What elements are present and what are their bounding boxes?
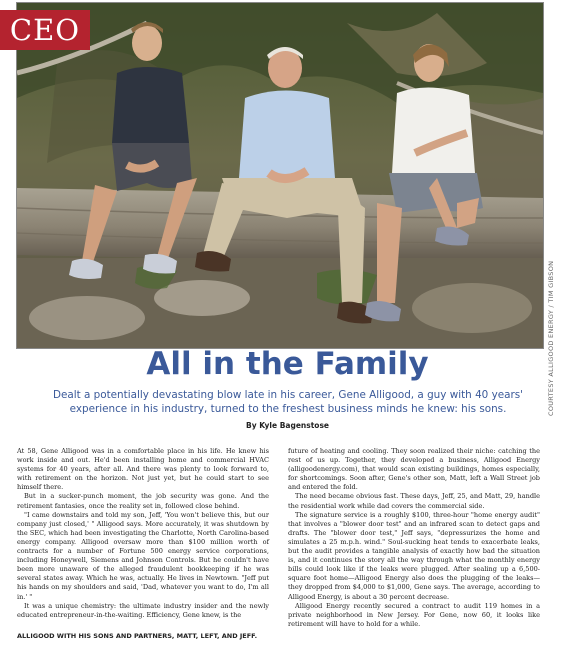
article-column-left <box>17 447 269 620</box>
article-title: All in the Family <box>146 346 429 382</box>
section-tab-ceo: CEO <box>0 10 90 50</box>
photo-caption: ALLIGOOD WITH HIS SONS AND PARTNERS, MATT, LEFT, AND JEFF. <box>17 632 258 640</box>
article-byline: By Kyle Bagenstose <box>245 421 330 430</box>
paragraph: It was a unique chemistry: the ultimate industry insider and the newly educated entrepreneur-in-the-waiting. Efficiency, Gene knew, is the <box>17 601 269 619</box>
paragraph: future of heating and cooling. They soon realized their niche: catching the rest of us up. Together, they developed a business, Alligood Energy (alligoodenergy.com), that would scan existing buildings, homes especially, for shortcomings. Soon after, Gene's other son, Matt, left a Wall Street job and entered the fold. <box>288 447 540 492</box>
cover-photo <box>16 2 544 349</box>
photo-credit: COURTESY ALLIGOOD ENERGY / TIM GIBSON <box>547 260 555 416</box>
article-deck: Dealt a potentially devastating blow late in his career, Gene Alligood, a guy with 40 years' experience in his industry, turned to the freshest business minds he knew: his sons. <box>52 389 524 415</box>
paragraph: The signature service is a roughly $100, three-hour "home energy audit" that involves a "blower door test" and an infrared scan to detect gaps and drafts. The "blower door test," Jeff says, "depressurizes the home and simulates a 25 m.p.h. wind." Soul-sucking heat tends to exacerbate leaks, but the audit provides a tangible analysis of exactly how bad the situation is, and it continues the story all the way through what the monthly energy bills could look like if the leaks were plugged. After sealing up a 6,500-square foot home—Alligood Energy also does the plugging of the leaks—they dropped from $4,000 to $1,000, Gene says. The average, according to Alligood Energy, is about a 30 percent decrease. <box>288 510 540 601</box>
paragraph: The need became obvious fast. These days, Jeff, 25, and Matt, 29, handle the residential work while dad covers the commercial side. <box>288 492 540 510</box>
paragraph: But in a sucker-punch moment, the job security was gone. And the retirement fantasies, once the reality set in, followed close behind. <box>17 492 269 510</box>
family-photo-illustration <box>17 3 543 348</box>
paragraph: At 58, Gene Alligood was in a comfortable place in his life. He knew his work inside and out. He'd been installing home and commercial HVAC systems for 40 years, after all. And there was plenty to look forward to, with retirement on the horizon. Not just yet, but he could start to see himself there. <box>17 447 269 492</box>
article-column-right <box>288 447 540 629</box>
paragraph: Alligood Energy recently secured a contract to audit 119 homes in a private neighborhood in New Jersey. For Gene, now 60, it looks like retirement will have to hold for a while. <box>288 601 540 628</box>
paragraph: "I came downstairs and told my son, Jeff, 'You won't believe this, but our company just closed,' " Alligood says. More accurately, it was shutdown by the SEC, which had been investigating the Charlotte, North Carolina-based energy company. Alligood oversaw more than $100 million worth of contracts for a number of Fortune 500 energy service corporations, including Honeywell, Siemens and Johnson Controls. But he couldn't have been more unaware of the alleged fraudulent bookkeeping if he was several states away. Which he was, actually. He lives in Newtown. "Jeff put his hands on my shoulders and said, 'Dad, whatever you want to do, I'm all in.' " <box>17 510 269 601</box>
